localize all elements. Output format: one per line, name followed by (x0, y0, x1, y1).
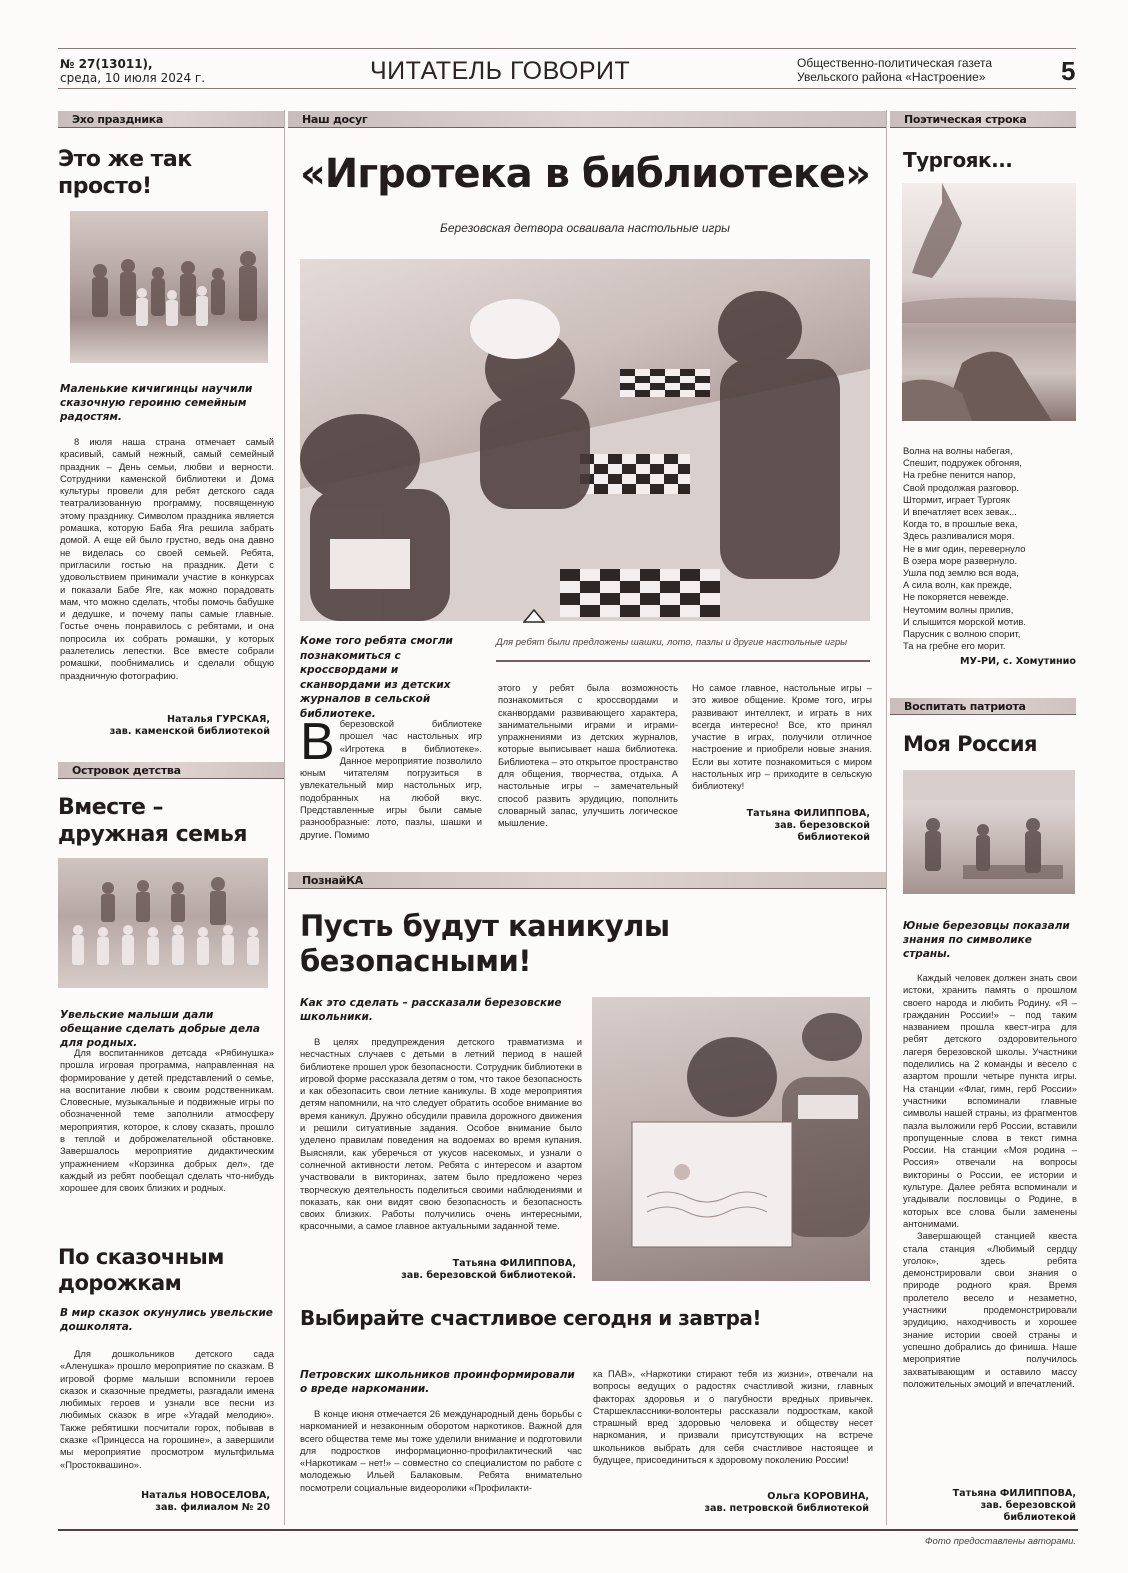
author-position-filippova-3b: библиотекой (1003, 1512, 1076, 1523)
article-subtitle-igroteka: Березовская детвора осваивала настольные игры (440, 221, 730, 235)
header-bottom-rule (58, 88, 1076, 89)
article-body-safety-text: В целях предупреждения детского травматизма и несчастных случаев с детьми в летний период в нашей библиотеке прошел урок безопасности. Сотрудник библиотеки в игровой форме рассказала детям о том, что такое безопасность и как обезопасить свои летние каникулы. В ходе мероприятия детям напомнили, на что следует обратить особое внимание во время каникул. Дружно обсудили правила дорожного движения и решили ситуативные задания. Особое внимание было уделено правилам поведения на водоемах во время купания. Выясняли, как уберечься от укусов насекомых, и узнали о солнечной активности летом. Ребята с интересом и азартом участвовали в викторинах, затем было предложено через творческую деятельность поделиться своими наблюдениями и показать, как они видят свою безопасность и безопасность своих близких. Работы получились очень интересными, красочными, а самое главное актуальными заданной теме. (300, 1036, 582, 1232)
photo-lake-turgoyak (902, 183, 1076, 421)
section-poetic: Поэтическая строка (890, 111, 1076, 128)
article-lead-igroteka: Коме того ребята смогли познакомиться с кроссвордами и сканвордами из детских журналов в сельской библиотеке. (300, 635, 453, 720)
author-novoselova: Наталья НОВОСЕЛОВА, (141, 1490, 270, 1501)
article-body-russia-p1: Каждый человек должен знать свои истоки, хранить память о прошлом своего народа и любить Родину. «Я – гражданин России!» – под таким названием прошла квест-игра для ребят детского оздоровительного лагеря березовской школы. Участники поделились на 2 команды и весело с азартом прошли четыре пункта игры. На станции «Флаг, гимн, герб России» участники вспоминали главные символы нашей страны, из фрагментов пазла выложили герб России, вставили пропущенные слова в текст гимна России. На станции «Моя родина – Россия» отвечали на вопросы викторины о России, ее истории и культуре. Далее ребята вспоминали и угадывали пословицы о Родине, в которых все слова были заменены антонимами. (903, 972, 1077, 1229)
article-body-happy-col1-text: В конце июня отмечается 26 международный день борьбы с наркоманией и незаконным оборотом наркотиков. Важной для всего общества теме мы тоже уделили внимание и подготовили для подростков информационно-профилактический час «Наркотикам – нет!» – совместно со специалистом по работе с молодежью Ильей Балаковым. Ребята внимательно посмотрели социальные видеоролики «Профилакти- (300, 1408, 582, 1493)
article-body-family (60, 1047, 274, 1195)
article-title-fairy: По сказочным дорожкам (58, 1245, 224, 1295)
author-position-novoselova: зав. филиалом № 20 (155, 1502, 270, 1513)
article-body-safety (300, 1036, 582, 1233)
poem-line: В озера море развернуло. (903, 554, 1018, 566)
issue-info (60, 57, 205, 85)
photo-checkers (300, 259, 870, 621)
article-lead-fairy: В мир сказок окунулись увельские дошколята. (60, 1307, 273, 1333)
poem-line: Здесь разливалися моря. (903, 530, 1015, 542)
article-lead-russia: Юные березовцы показали знания по символике страны. (903, 920, 1070, 960)
photo-lake-turgoyak-illustration (902, 183, 1076, 421)
column-divider-right (886, 110, 887, 1525)
article-title-igroteka: «Игротека в библиотеке» (299, 151, 871, 197)
photo-checkers-illustration (300, 259, 870, 621)
photo-quest-game-illustration (903, 770, 1075, 894)
article-body-fairy (60, 1348, 274, 1471)
article-body-igroteka-col2 (498, 682, 678, 830)
photo-kids-family-illustration (58, 858, 268, 988)
photo-kids-family (58, 858, 268, 988)
triangle-marker-icon (523, 609, 545, 623)
article-body-igroteka-col1-text: березовской библиотеке прошел час настольных игр «Игротека в библиотеке». Данное мероприятие позволило юным читателям погрузиться в увлекательный мир настольных игр, подобранных на любой вкус. Представленные игры были самые разнообразные: лото, пазлы, шашки и другие. Помимо (300, 718, 482, 840)
poem-text (903, 445, 1078, 652)
caption-rule (496, 660, 870, 662)
author-position-filippova-3a: зав. березовской (980, 1500, 1076, 1511)
poem-line: Ушла под землю вся вода, (903, 567, 1019, 579)
article-body-simple-text: 8 июля наша страна отмечает самый красивый, самый нежный, самый семейный праздник – День семьи, любви и верности. Сотрудники каменской библиотеки и Дома культуры провели для ребят детского сада театрализованную программу, посвященную этому празднику. Символом праздника является ромашка, которую Баба Яга решила забрать домой. А еще ей было грустно, ведь она давно не виделась со своей семьей. Ребята, пригласили гостью на праздник. Дети с удовольствием принимали участие в конкурсах и показали Бабе Яге, как можно порадовать мам, что можно сделать, чтобы помочь бабушке и дедушке, и почему папы самые главные. Гостье очень понравилось с ребятами, и она попросила их собрать ромашки, у которых разлетелись лепестки. Все вместе собрали ромашки, пообнимались и сделали общую праздничную фотографию. (60, 436, 274, 681)
article-body-igroteka-col3 (692, 682, 872, 793)
author-position-filippova-1b: библиотекой (797, 832, 870, 843)
poem-line: А сила волн, как прежде, (903, 579, 1012, 591)
article-lead-happy: Петровских школьников проинформировали о вреде наркомании. (300, 1369, 575, 1395)
column-divider-left (284, 110, 285, 1525)
poem-line: Та на гребне его морит. (903, 640, 1006, 652)
poem-title-turgoyak: Тургояк... (903, 148, 1013, 172)
article-body-simple (60, 436, 274, 682)
article-body-happy-col1 (300, 1408, 582, 1494)
article-body-russia (903, 972, 1077, 1390)
author-filippova-1: Татьяна ФИЛИППОВА, (746, 808, 870, 819)
photo-credit: Фото предоставлены авторами. (925, 1536, 1076, 1547)
section-poznayka: ПознайКА (288, 872, 886, 889)
section-patriot: Воспитать патриота (890, 698, 1076, 715)
poem-line: Свой продолжая разговор. (903, 481, 1020, 493)
article-signature-happy (593, 1491, 869, 1515)
dropcap-letter: В (300, 713, 335, 771)
article-title-family: Вместе – дружная семья (58, 795, 248, 847)
poem-signature: МУ-РИ, с. Хомутинио (960, 656, 1076, 667)
author-position-filippova-2: зав. березовской библиотекой. (401, 1270, 576, 1281)
article-signature-igroteka (692, 808, 870, 844)
article-title-russia: Моя Россия (903, 732, 1038, 756)
article-title-safety: Пусть будут каникулы безопасными! (300, 909, 670, 978)
article-body-russia-p2: Завершающей станцией квеста стала станция «Любимый сердцу уголок», здесь ребята демонстрировали свои знания о природе родного края. Время пролетело весело и незаметно, участники продемонстрировали эрудицию, находчивость и хорошее знание истории своей страны и успешно добрались до финиша. Наше мероприятие получилось захватывающим и оставило массу положительных эмоций и впечатлений. (903, 1230, 1077, 1389)
footer-rule (58, 1529, 1078, 1531)
photo-safety-drawing-illustration (592, 997, 870, 1281)
author-korovina: Ольга КОРОВИНА, (767, 1491, 869, 1502)
poem-line: Не покоряется невежде. (903, 591, 1009, 603)
author-position-gurskaya: зав. каменской библиотекой (109, 726, 270, 737)
poem-line: Штормит, играет Тургояк (903, 493, 1010, 505)
article-signature-simple (60, 714, 270, 738)
header-top-rule (58, 48, 1076, 49)
photo-caption-checkers: Для ребят были предложены шашки, лото, пазлы и другие настольные игры (496, 637, 848, 648)
poem-line: Не в миг один, перевернуло (903, 542, 1026, 554)
article-title-simple: Это же так просто! (58, 147, 192, 199)
section-echo: Эхо праздника (58, 111, 284, 128)
photo-quest-game (903, 770, 1075, 894)
issue-number: № 27(13011), (60, 57, 153, 71)
section-leisure: Наш досуг (288, 111, 886, 128)
poem-line: Неутомим волны прилив, (903, 603, 1014, 615)
article-body-happy-col2 (593, 1368, 873, 1466)
poem-line: И слышится морской мотив. (903, 615, 1026, 627)
article-lead-family: Увельские малыши дали обещание сделать добрые дела для родных. (60, 1009, 260, 1049)
poem-line: Волна на волны набегая, (903, 445, 1013, 456)
author-gurskaya: Наталья ГУРСКАЯ, (166, 714, 270, 725)
page-rubric: ЧИТАТЕЛЬ ГОВОРИТ (370, 57, 631, 85)
author-position-filippova-1a: зав. березовской (774, 820, 870, 831)
article-lead-safety: Как это сделать – рассказали березовские школьники. (300, 997, 562, 1023)
poem-line: Парусник с волною спорит, (903, 628, 1021, 640)
author-filippova-3: Татьяна ФИЛИППОВА, (952, 1488, 1076, 1499)
author-position-korovina: зав. петровской библиотекой (704, 1503, 869, 1514)
issue-date: среда, 10 июля 2024 г. (60, 71, 206, 85)
article-body-fairy-text: Для дошкольников детского сада «Аленушка» прошло мероприятие по сказкам. В игровой форме малыши вспомнили героев сказок и сказочные предметы, разгадали имена любимых героев и узнали все песни из любимых сказок в игре «Угадай мелодию». Также ребятишки посчитали горох, побывав в сказке «Принцесса на горошине», а завершили мы мероприятие просмотром мультфильма «Простоквашино». (60, 1348, 274, 1470)
article-body-igroteka-col3-text: Но самое главное, настольные игры – это живое общение. Кроме того, игры развивают интеллект, и играть в них всегда интересно! Все, кто принял участие в играх, получили отличное настроение и приобрели новые знания. Если вы хотите познакомиться с миром настольных игр – приходите в сельскую библиотеку! (692, 682, 872, 792)
poem-line: На гребне пенится напор, (903, 469, 1016, 481)
paper-name-line2: Увельского района «Настроение» (797, 70, 986, 84)
article-signature-russia (900, 1488, 1076, 1524)
article-body-happy-col2-text: ка ПАВ», «Наркотики стирают тебя из жизни», отвечали на вопросы ведущих о радостях счастливой жизни, главных факторах здоровья и о пагубности вредных привычек. Старшеклассники-волонтеры рассказали подросткам, какой страшный вред здоровью человека и обществу несет наркомания, и призвали присутствующих на встрече школьников выбрать для себя счастливое настоящее и будущее, присоединиться к здоровому поколению России! (593, 1368, 873, 1466)
page-number: 5 (1061, 56, 1076, 86)
paper-name-line1: Общественно-политическая газета (797, 56, 993, 70)
article-body-igroteka-col1 (300, 713, 482, 841)
article-signature-safety (300, 1258, 576, 1282)
photo-safety-drawing (592, 997, 870, 1281)
photo-kids-holiday-illustration (70, 211, 268, 363)
article-body-igroteka-col2-text: этого у ребят была возможность познакомиться с кроссвордами и сканвордами развивающего характера, занимательными играми и играми-упражнениями из детских журналов, которые выписывает наша библиотека. Библиотека – это открытое пространство для общения, творчества, отдыха. А настольные игры – замечательный способ развить эрудицию, пополнить словарный запас, улучшить логическое мышление. (498, 682, 678, 829)
article-lead-simple: Маленькие кичигинцы научили сказочную героиню семейным радостям. (60, 383, 253, 423)
author-filippova-2: Татьяна ФИЛИППОВА, (452, 1258, 576, 1269)
poem-line: Когда то, в прошлые века, (903, 518, 1018, 530)
paper-name (797, 56, 992, 84)
article-signature-fairy (60, 1490, 270, 1514)
poem-line: Спешит, подружек обгоняя, (903, 457, 1022, 469)
section-island: Островок детства (58, 762, 284, 779)
article-title-happy: Выбирайте счастливое сегодня и завтра! (300, 1306, 762, 1330)
poem-line: И впечатляет всех зевак... (903, 506, 1017, 518)
photo-kids-holiday (70, 211, 268, 363)
article-body-family-text: Для воспитанников детсада «Рябинушка» прошла игровая программа, направленная на формирование у детей представлений о семье, на воспитание любви к своим родственникам. Словесные, музыкальные и подвижные игры по обозначенной теме заполнили атмосферу мероприятия, которое, к слову сказать, прошло в теплой и доброжелательной обстановке. Завершалось мероприятие дидактическим упражнением «Корзинка добрых дел», где каждый из ребят пообещал сделать что-нибудь хорошее для своих близких и родных. (60, 1047, 274, 1194)
